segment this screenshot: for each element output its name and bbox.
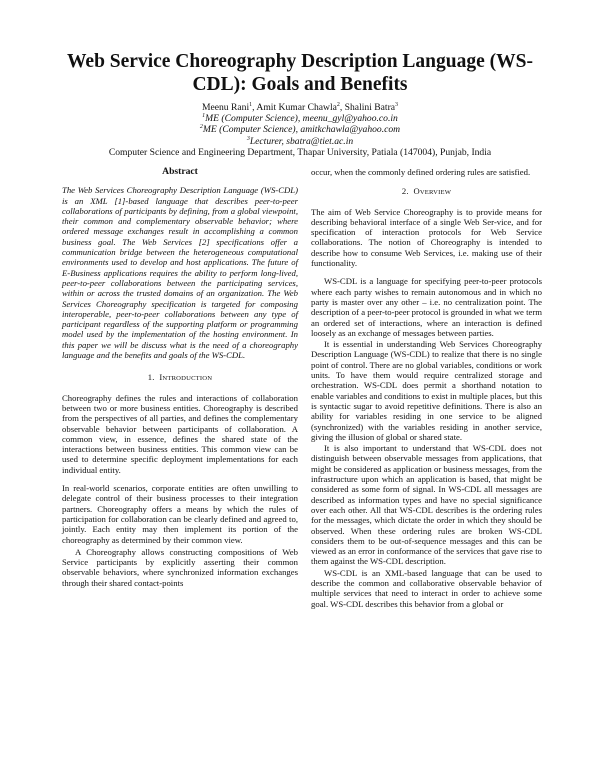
section-2-paragraph: The aim of Web Service Choreography is to provide means for describing behavioral interface of a single Web Ser-vice, and for specification of interaction protocols for Web Service collaborations. The notion of Choreography is intended to describe how to consume Web Services, i.e. making use of their functionality. [311, 206, 542, 269]
section-1-heading-first: I [159, 372, 163, 383]
author-2-detail-text: ME (Computer Science), amitkchawla@yahoo.com [202, 124, 401, 136]
section-1-paragraph: Choreography defines the rules and interactions of collaboration between two or more business entities. Choreography is described from the perspectives of all parties, and defines the complementary observable behavior between participants of collaboration. A common view, in essence, defines the shared state of the interactions between business entities. This common view can be used to determine specific deployment implementations for each individual entity. [62, 392, 298, 475]
section-1-heading-rest: NTRODUCTION [162, 375, 213, 383]
section-2-paragraph: It is also important to understand that WS-CDL does not distinguish between observable messages from applications, that might be considered as application or business messages, from the infrastructure upon which an application is based, that might be considered as some form of signal. In WS-CDL all messages are described as information types and have no special significance over each other. All that WS-CDL describes is the ordering rules for the messages, which dictate the order in which they should be observed. When these ordering rules are broken WS-CDL considers them to be out-of-sequence messages and this can be viewed as an error in conformance of the services that gave rise to them against the WS-CDL description. [311, 443, 542, 567]
section-2-heading-rest: VERVIEW [419, 189, 452, 197]
author-3-sup: 3 [395, 101, 399, 108]
author-1-detail-text: ME (Computer Science), meenu_gyl@yahoo.co.in [205, 113, 398, 125]
author-block [60, 102, 540, 147]
author-1-detail [60, 113, 540, 124]
abstract-text: The Web Services Choreography Description Language (WS-CDL) is an XML [1]-based language that describes peer-to-peer collaborations of participants by defining, from a global viewpoint, their common and complementary observable behavior; where ordered message exchanges result in accomplishing a common business goal. The Web Services [2] specifications offer a communication bridge between the heterogeneous computational environments used to develop and host applications. The future of E-Business applications requires the ability to perform long-lived, peer-to-peer collaborations between the participating services, within or across the trusted domains of an organization. The Web Services Choreography specification is targeted for composing interoperable, peer-to-peer collaborations between any type of participant regardless of the supporting platform or programming model used by the implementation of the hosting environment. In this paper we will be discuss what is the need of a choreography language and the benefits and goals of the WS-CDL. [62, 185, 298, 361]
author-2-sup: 2 [336, 101, 340, 108]
author-2-detail-sup: 2 [199, 124, 203, 131]
section-1-paragraph: A Choreography allows constructing compositions of Web Service participants by explicitly asserting their common observable behaviors, where synchronized information exchanges through their shared contact-points [62, 546, 298, 588]
author-3-name: Shalini Batra [344, 102, 396, 113]
author-2-name: Amit Kumar Chawla [256, 102, 337, 113]
section-2-paragraph: WS-CDL is an XML-based language that can be used to describe the common and collaborative observable behavior of multiple services that need to interact in order to achieve some goal. WS-CDL describes this behavior from a global or [311, 567, 542, 609]
section-2-number: 2. [401, 186, 409, 197]
section-2-heading-first: O [413, 186, 420, 197]
section-2-heading [311, 186, 542, 198]
right-column [311, 167, 542, 609]
author-1-detail-sup: 1 [202, 113, 206, 120]
author-3-detail [60, 136, 540, 147]
section-1-paragraph: In real-world scenarios, corporate entities are often unwilling to delegate control of their business processes to their integration partners. Choreography offers a means by which the rules of participation for collaboration can be clearly defined and agreed to, jointly. Each entity may then implement its portion of the choreography as determined by their common view. [62, 483, 298, 545]
section-1-number: 1. [147, 372, 155, 383]
affiliation: Computer Science and Engineering Department, Thapar University, Patiala (147004), Punjab, India [108, 147, 492, 158]
continuation-text: occur, when the commonly defined ordering rules are satisfied. [311, 167, 531, 177]
abstract-heading: Abstract [162, 166, 198, 177]
author-names: Meenu Rani$^1$, Amit Kumar Chawla$^2$, Shalini Batra$^3$ [201, 101, 399, 113]
section-1-heading [62, 372, 298, 384]
section-2-paragraph: WS-CDL is a language for specifying peer-to-peer protocols where each party wishes to remain autonomous and in which no party is master over any other – i.e. no centralization point. The description of a peer-to-peer protocol is grounded in what we term an ordered set of interactions, where an interaction is defined loosely as an exchange of messages between parties. [311, 276, 542, 338]
section-2-paragraph: It is essential in understanding Web Services Choreography Description Language (WS-CDL) to realize that there is no single point of control. There are no global variables, conditions or work units. To have them would require centralized storage and orchestration. WS-CDL does permit a shorthand notation to enable variables and conditions to exist in multiple places, but this is syntactic sugar to avoid repetitive definitions. There is also an ability for variables residing in one service to be aligned (synchronized) with the variables residing in another service, giving the illusion of global or shared state. [311, 339, 542, 442]
author-3-detail-text: Lecturer, sbatra@tiet.ac.in [249, 135, 354, 147]
left-column [62, 167, 298, 588]
author-3-detail-sup: 3 [246, 135, 250, 142]
author-1-name: Meenu Rani [201, 102, 250, 113]
author-1-sup: 1 [249, 101, 253, 108]
paper-title: Web Service Choreography Description Language (WS-CDL): Goals and Benefits [66, 51, 533, 95]
abstract-section [62, 185, 298, 360]
author-2-detail [60, 124, 540, 135]
